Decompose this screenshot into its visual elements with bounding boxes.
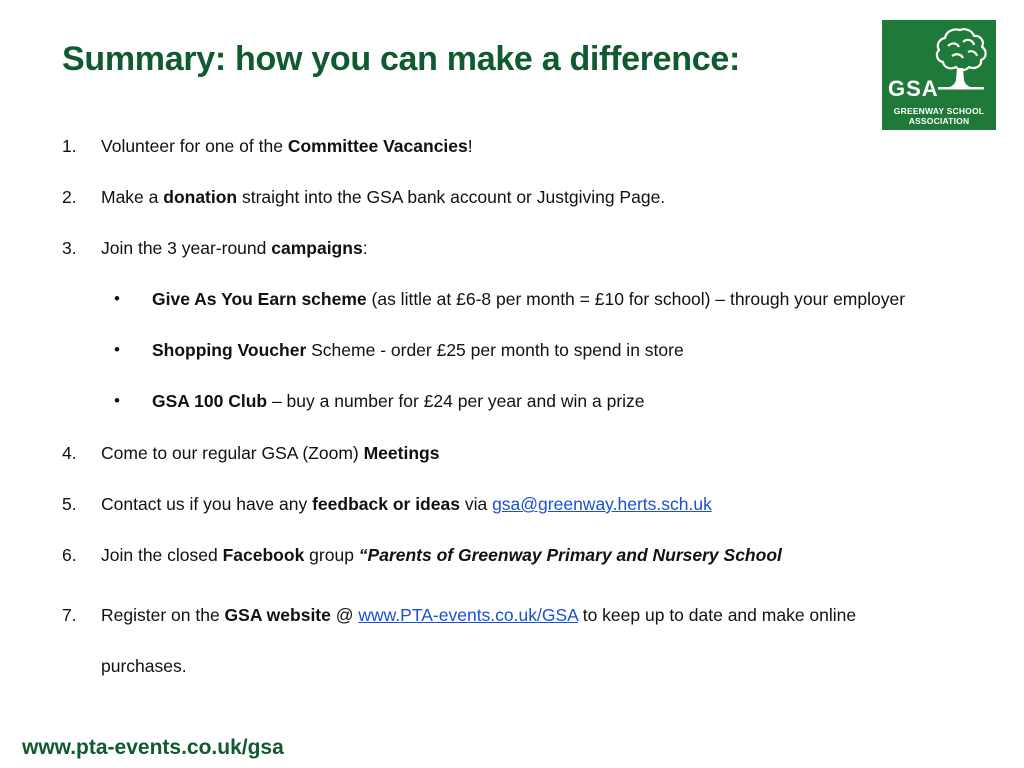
item-number: 4. xyxy=(62,443,77,463)
item-text: Come to our regular GSA (Zoom) Meetings xyxy=(101,443,440,463)
item-number: 3. xyxy=(62,238,77,258)
bullet: • xyxy=(114,340,120,359)
item-number: 6. xyxy=(62,545,77,565)
email-link[interactable]: gsa@greenway.herts.sch.uk xyxy=(492,494,712,514)
tree-icon xyxy=(930,24,990,92)
page-title: Summary: how you can make a difference: xyxy=(62,40,740,78)
item-text: Volunteer for one of the Committee Vacancies! xyxy=(101,136,473,156)
item-text: purchases. xyxy=(101,656,187,676)
footer-website-link[interactable]: www.pta-events.co.uk/gsa xyxy=(22,736,284,759)
item-text: Make a donation straight into the GSA bank account or Justgiving Page. xyxy=(101,187,666,207)
item-number: 5. xyxy=(62,494,77,514)
item-text: Join the 3 year-round campaigns: xyxy=(101,238,368,258)
item-number: 7. xyxy=(62,605,77,625)
item-text: Register on the GSA website @ www.PTA-events.co.uk/GSA to keep up to date and make online xyxy=(101,605,857,625)
campaign-text: GSA 100 Club – buy a number for £24 per year and win a prize xyxy=(152,391,645,411)
item-text: Join the closed Facebook group “Parents of Greenway Primary and Nursery School xyxy=(101,545,782,565)
item-text: Contact us if you have any feedback or ideas via gsa@greenway.herts.sch.uk xyxy=(101,494,712,514)
logo-name-line-1: GREENWAY SCHOOL xyxy=(893,106,985,116)
campaign-text: Give As You Earn scheme (as little at £6-8 per month = £10 for school) – through your employer xyxy=(152,289,906,309)
campaign-text: Shopping Voucher Scheme - order £25 per month to spend in store xyxy=(152,340,684,360)
website-link[interactable]: www.PTA-events.co.uk/GSA xyxy=(358,605,578,625)
item-number: 2. xyxy=(62,187,77,207)
bullet: • xyxy=(114,289,120,308)
logo-abbrev: GSA xyxy=(888,76,939,101)
item-number: 1. xyxy=(62,136,77,156)
gsa-logo xyxy=(882,20,996,130)
logo-name-line-2: ASSOCIATION xyxy=(908,116,970,126)
bullet: • xyxy=(114,391,120,410)
